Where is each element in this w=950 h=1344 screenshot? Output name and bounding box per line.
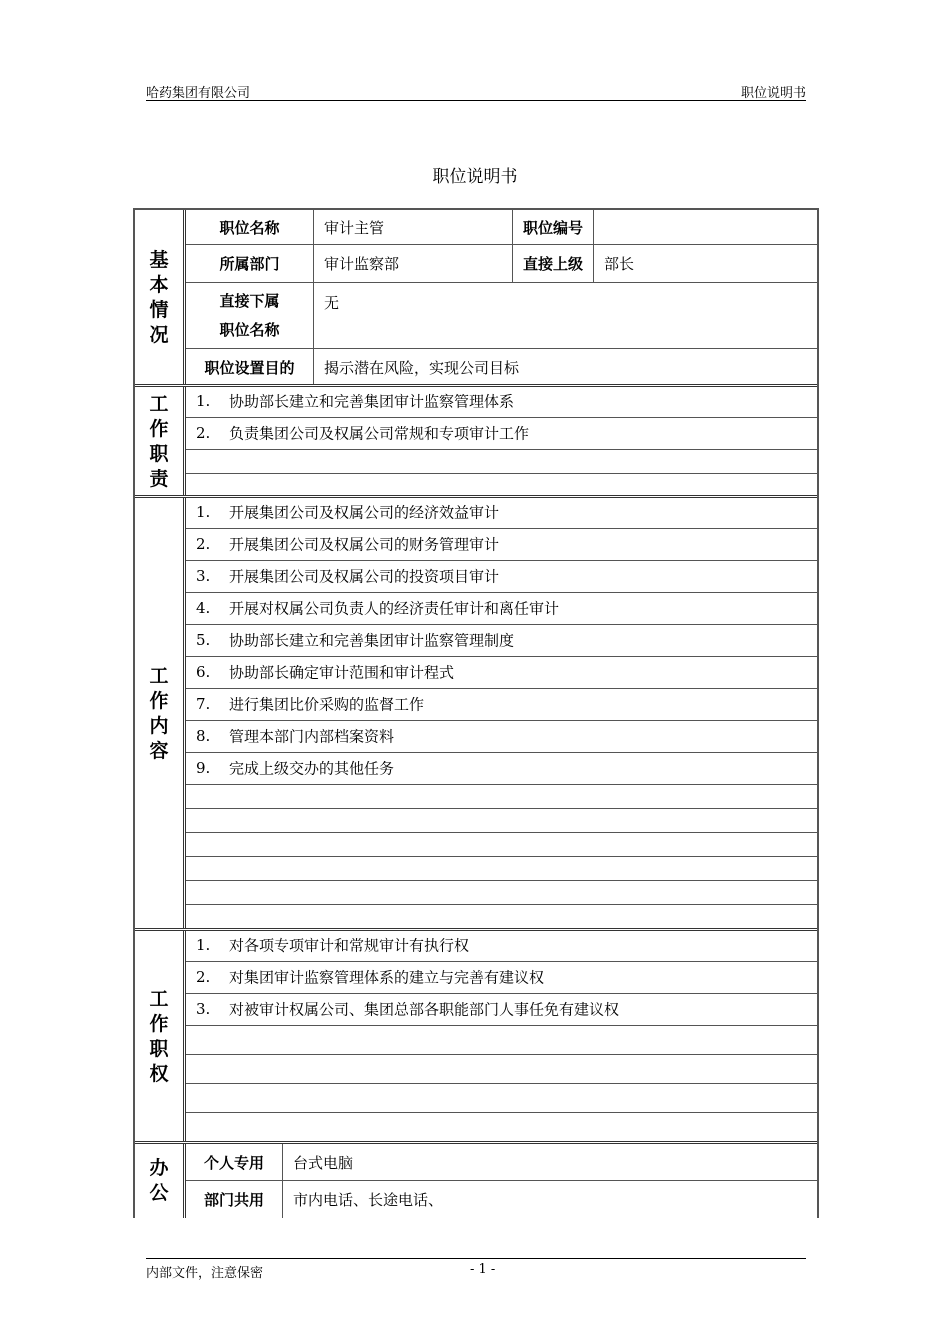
- subordinate-value: 无: [324, 294, 340, 312]
- list-item: 3. 开展集团公司及权属公司的投资项目审计: [186, 561, 817, 593]
- section-basic: [135, 210, 817, 385]
- blank-row: [186, 881, 817, 905]
- section-content: [135, 498, 817, 929]
- section-office-label: 办 公: [149, 1157, 169, 1204]
- position-code-label: 职位编号: [513, 210, 594, 244]
- footer-note: 内部文件，注意保密: [146, 1266, 264, 1281]
- header-company: 哈药集团有限公司: [146, 86, 251, 101]
- row-department: [186, 245, 817, 283]
- header-rule: [146, 100, 806, 101]
- blank-row: [186, 1084, 817, 1113]
- purpose-label: 职位设置目的: [186, 349, 314, 385]
- page-title: 职位说明书: [432, 167, 518, 187]
- list-item: 1. 对各项专项审计和常规审计有执行权: [186, 931, 817, 962]
- department-label: 所属部门: [186, 245, 314, 282]
- footer-rule: [146, 1258, 806, 1259]
- header-doc-type: 职位说明书: [740, 86, 806, 101]
- shared-equipment-label: 部门共用: [186, 1181, 283, 1218]
- personal-equipment-value: 台式电脑: [293, 1153, 354, 1172]
- blank-row: [186, 833, 817, 857]
- blank-row: [186, 474, 817, 496]
- list-item: 1. 协助部长建立和完善集团审计监察管理体系: [186, 387, 817, 418]
- section-authority-body: [183, 931, 817, 1142]
- position-code-value: [594, 210, 817, 244]
- blank-row: [186, 450, 817, 474]
- list-item: 6. 协助部长确定审计范围和审计程式: [186, 657, 817, 689]
- section-authority: [135, 931, 817, 1142]
- section-basic-body: [183, 210, 817, 385]
- blank-row: [186, 1113, 817, 1142]
- purpose-value: 揭示潜在风险，实现公司目标: [324, 358, 520, 377]
- row-position-name: [186, 210, 817, 245]
- section-office: [135, 1144, 817, 1218]
- blank-row: [186, 1026, 817, 1055]
- section-duties-label: 工 作 职 责: [149, 392, 169, 490]
- list-item: 5. 协助部长建立和完善集团审计监察管理制度: [186, 625, 817, 657]
- list-item: 9. 完成上级交办的其他任务: [186, 753, 817, 785]
- section-duties-body: [183, 387, 817, 496]
- section-basic-label: 基 本 情 况: [149, 248, 169, 346]
- subordinate-label: 直接下属 职位名称: [186, 283, 314, 348]
- list-item: 4. 开展对权属公司负责人的经济责任审计和离任审计: [186, 593, 817, 625]
- position-name-label: 职位名称: [186, 210, 314, 244]
- blank-row: [186, 785, 817, 809]
- list-item: 8. 管理本部门内部档案资料: [186, 721, 817, 753]
- row-subordinate: [186, 283, 817, 349]
- row-purpose: [186, 349, 817, 385]
- superior-value: 部长: [604, 255, 635, 273]
- list-item: 3. 对被审计权属公司、集团总部各职能部门人事任免有建议权: [186, 994, 817, 1026]
- list-item: 1. 开展集团公司及权属公司的经济效益审计: [186, 498, 817, 529]
- position-name-value: 审计主管: [314, 210, 513, 244]
- section-content-body: [183, 498, 817, 929]
- list-item: 2. 对集团审计监察管理体系的建立与完善有建议权: [186, 962, 817, 994]
- list-item: 2. 开展集团公司及权属公司的财务管理审计: [186, 529, 817, 561]
- superior-label: 直接上级: [513, 245, 594, 282]
- section-authority-label: 工 作 职 权: [149, 987, 169, 1085]
- section-duties: [135, 387, 817, 496]
- blank-row: [186, 905, 817, 929]
- blank-row: [186, 1055, 817, 1084]
- personal-equipment-label: 个人专用: [186, 1144, 283, 1180]
- section-office-body: [183, 1144, 817, 1218]
- blank-row: [186, 857, 817, 881]
- section-content-label: 工 作 内 容: [149, 664, 169, 762]
- department-value: 审计监察部: [314, 245, 513, 282]
- row-personal-equipment: [186, 1144, 817, 1181]
- blank-row: [186, 809, 817, 833]
- page-number: - 1 -: [470, 1262, 496, 1277]
- shared-equipment-value: 市内电话、长途电话、: [293, 1191, 444, 1209]
- list-item: 7. 进行集团比价采购的监督工作: [186, 689, 817, 721]
- row-shared-equipment: [186, 1181, 817, 1218]
- list-item: 2. 负责集团公司及权属公司常规和专项审计工作: [186, 418, 817, 450]
